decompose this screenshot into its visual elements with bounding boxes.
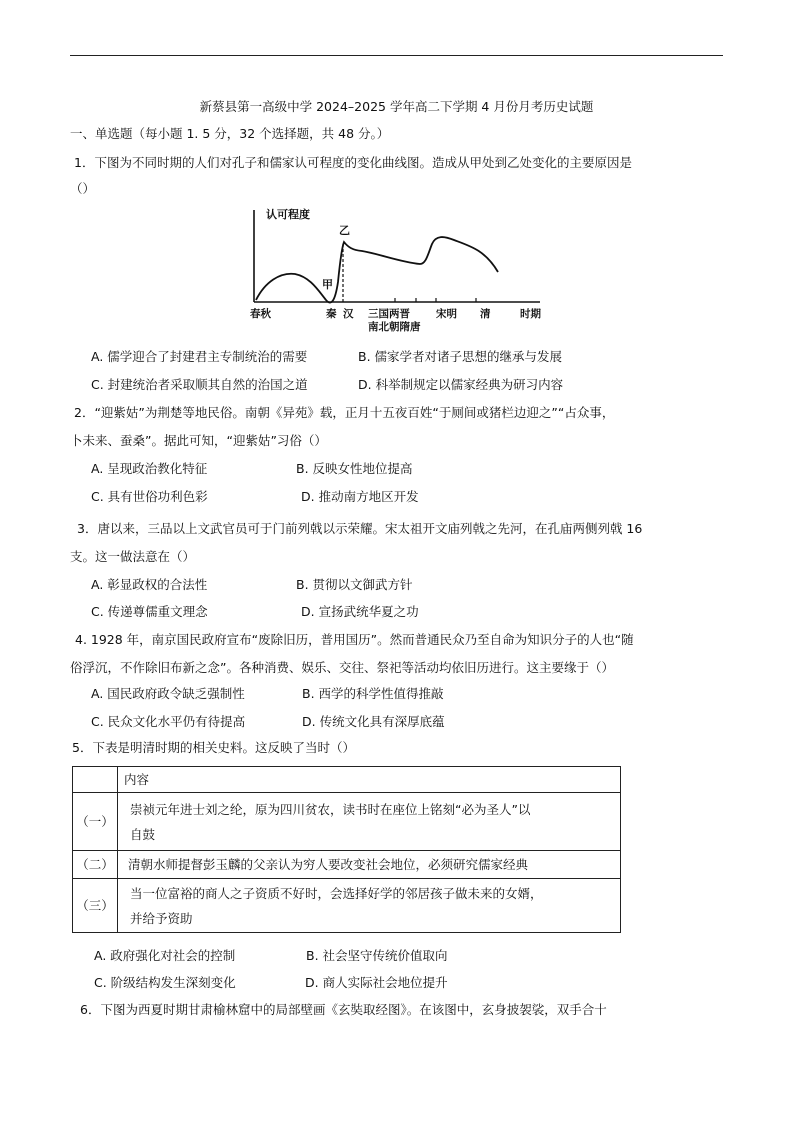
row-label: （二） (73, 851, 118, 879)
q2-stem-line2: 卜未来、蚕桑”。据此可知，“迎紫姑”习俗（） (70, 433, 327, 448)
x-tick-label-2: 秦 (326, 308, 337, 320)
x-tick-label-7: 清 (480, 308, 491, 320)
q3-option-b[interactable]: B. 贯彻以文御武方针 (296, 577, 413, 592)
q2-option-c[interactable]: C. 具有世俗功利色彩 (91, 489, 208, 504)
q5-option-a[interactable]: A. 政府强化对社会的控制 (94, 948, 236, 963)
q1-option-c[interactable]: C. 封建统治者采取顺其自然的治国之道 (91, 377, 308, 392)
table-row (73, 879, 621, 933)
x-tick-label-3: 汉 (343, 308, 354, 320)
y-axis-label: 认可程度 (266, 208, 310, 221)
exam-title: 新蔡县第一高级中学 2024–2025 学年高二下学期 4 月份月考历史试题 (199, 99, 594, 114)
table-row (73, 851, 621, 879)
q1-stem-line2: （） (70, 181, 96, 196)
q2-option-d[interactable]: D. 推动南方地区开发 (301, 489, 419, 504)
q4-option-c[interactable]: C. 民众文化水平仍有待提高 (91, 714, 246, 729)
q4-stem-line2: 俗浮沉，不作除旧布新之念”。各种消费、娱乐、交往、祭祀等活动均依旧历进行。这主要缘于（） (70, 660, 614, 675)
q1-option-a[interactable]: A. 儒学迎合了封建君主专制统治的需要 (91, 349, 308, 364)
q3-option-d[interactable]: D. 宣扬武统华夏之功 (301, 604, 419, 619)
q6-stem-line1: 6．下图为西夏时期甘肃榆林窟中的局部壁画《玄奘取经图》。在该图中，玄身披袈裟，双手合十 (80, 1002, 607, 1017)
x-tick-label-6: 宋明 (436, 308, 457, 320)
q4-option-d[interactable]: D. 传统文化具有深厚底蕴 (302, 714, 445, 729)
row-text-line2: 自鼓 (130, 826, 156, 842)
x-tick-label-5: 南北朝隋唐 (368, 321, 421, 332)
q1-option-b[interactable]: B. 儒家学者对诸子思想的继承与发展 (358, 349, 563, 364)
table-header-empty (73, 767, 118, 793)
row-text-line1: 崇祯元年进士刘之纶，原为四川贫农，读书时在座位上铭刻“必为圣人”以 (130, 801, 531, 817)
q3-option-a[interactable]: A. 彰显政权的合法性 (91, 577, 208, 592)
header-rule (70, 55, 723, 56)
q4-option-a[interactable]: A. 国民政府政令缺乏强制性 (91, 686, 245, 701)
q5-option-c[interactable]: C. 阶级结构发生深刻变化 (94, 975, 236, 990)
table-row (73, 793, 621, 851)
q5-source-table (72, 766, 621, 933)
annotation-jia: 甲 (322, 278, 333, 291)
q1-stem-line1: 1．下图为不同时期的人们对孔子和儒家认可程度的变化曲线图。造成从甲处到乙处变化的主要原因是 (74, 155, 632, 170)
series-curve (256, 237, 498, 302)
q2-option-b[interactable]: B. 反映女性地位提高 (296, 461, 413, 476)
q4-option-b[interactable]: B. 西学的科学性值得推敲 (302, 686, 444, 701)
x-axis-label: 时期 (520, 308, 541, 320)
q5-stem-line1: 5．下表是明清时期的相关史料。这反映了当时（） (72, 740, 355, 755)
x-tick-label-1: 春秋 (250, 308, 271, 320)
q3-option-c[interactable]: C. 传递尊儒重文理念 (91, 604, 208, 619)
q5-option-d[interactable]: D. 商人实际社会地位提升 (305, 975, 448, 990)
row-text-line2: 并给予资助 (130, 910, 193, 926)
q2-stem-line1: 2．“迎紫姑”为荆楚等地民俗。南朝《异苑》载，正月十五夜百姓“于厕间或猪栏边迎之”“占众事， (74, 405, 615, 420)
row-label: （三） (73, 879, 118, 933)
q2-option-a[interactable]: A. 呈现政治教化特征 (91, 461, 208, 476)
q1-option-d[interactable]: D. 科举制规定以儒家经典为研习内容 (358, 377, 564, 392)
q4-stem-line1: 4. 1928 年，南京国民政府宣布“废除旧历，普用国历”。然而普通民众乃至自命为知识分子的人也“随 (75, 632, 634, 647)
annotation-yi: 乙 (339, 224, 350, 237)
q3-stem-line2: 支。这一做法意在（） (70, 549, 196, 564)
section-header: 一、单选题（每小题 1. 5 分，32 个选择题，共 48 分。） (70, 126, 390, 141)
q1-line-chart (240, 202, 560, 332)
row-text-line1: 当一位富裕的商人之子资质不好时，会选择好学的邻居孩子做未来的女婿， (130, 885, 543, 901)
row-label: （一） (73, 793, 118, 851)
table-header-content: 内容 (118, 767, 621, 793)
row-text-line1: 清朝水师提督彭玉麟的父亲认为穷人要改变社会地位，必须研究儒家经典 (128, 856, 529, 872)
q5-option-b[interactable]: B. 社会坚守传统价值取向 (306, 948, 448, 963)
x-tick-label-4: 三国两晋 (368, 308, 410, 320)
q3-stem-line1: 3．唐以来，三品以上文武官员可于门前列戟以示荣耀。宋太祖开文庙列戟之先河，在孔庙两侧列戟 16 (77, 521, 643, 536)
